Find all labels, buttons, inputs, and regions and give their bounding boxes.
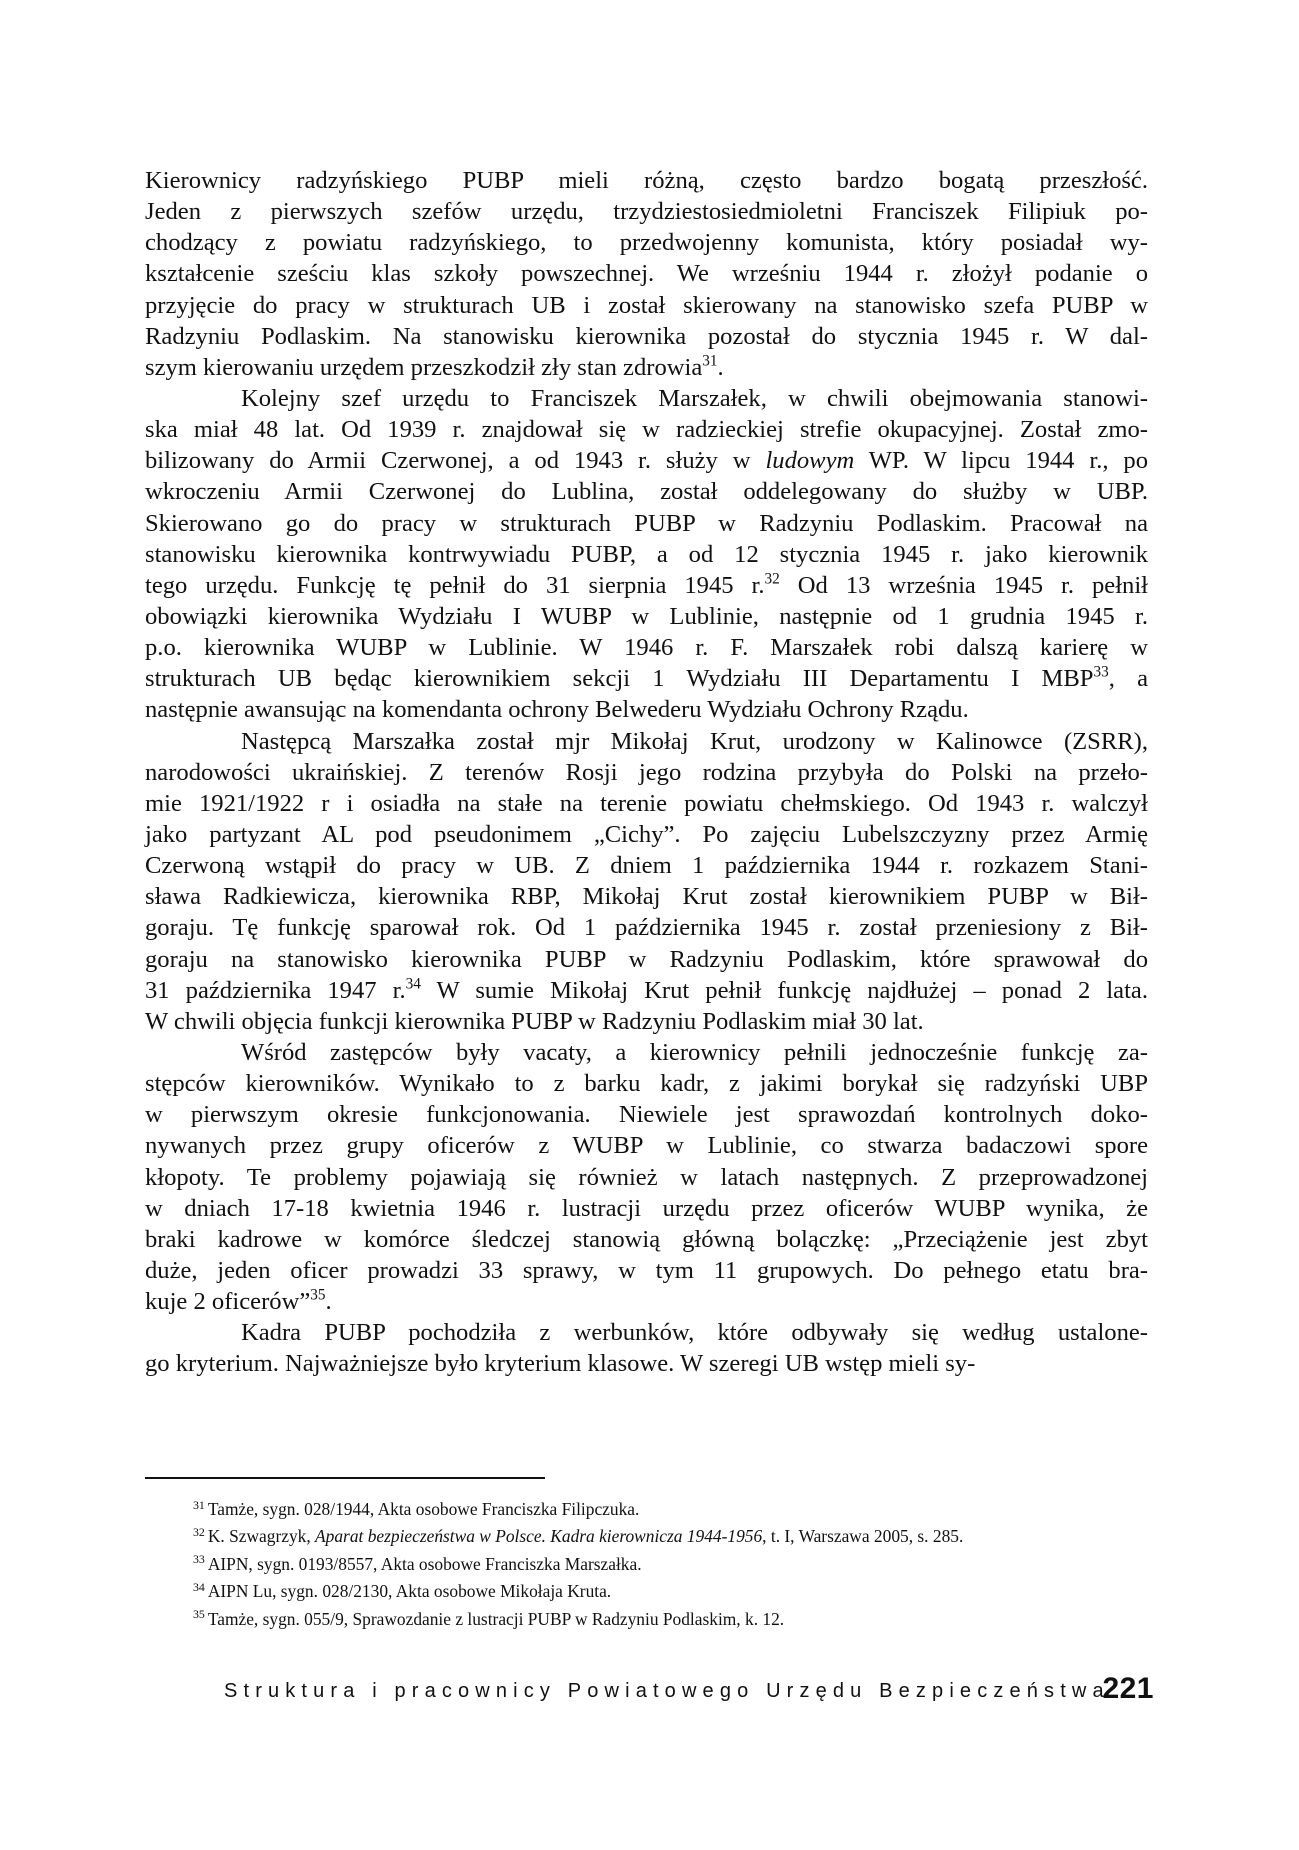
text-run: szym kierowaniu urzędem przeszkodził zły stan zdrowia (145, 353, 703, 381)
text-run: 31 października 1947 r. (145, 976, 406, 1004)
footnote-number: 35 (193, 1607, 205, 1622)
text-run: przyjęcie do pracy w strukturach UB i został skierowany na stanowisko szefa PUBP w (145, 291, 1148, 319)
text-line (145, 1255, 1148, 1286)
text-line (145, 601, 1148, 632)
text-run: Od 13 września 1945 r. pełnił (779, 571, 1148, 599)
footnote-reference: 34 (405, 975, 421, 993)
text-run: ska miał 48 lat. Od 1939 r. znajdował się w radzieckiej strefie okupacyjnej. Został zmo- (145, 416, 1148, 444)
footnote-reference: 32 (764, 570, 780, 588)
text-run: Radzyniu Podlaskim. Na stanowisku kierownika pozostał do stycznia 1945 r. W dal- (145, 322, 1148, 350)
text-line (145, 1162, 1148, 1193)
text-line (145, 196, 1148, 227)
text-run: strukturach UB będąc kierownikiem sekcji 1 Wydziału III Departamentu I MBP (145, 665, 1094, 693)
text-line (145, 258, 1148, 289)
text-line (145, 788, 1148, 819)
paragraph (145, 1037, 1148, 1317)
text-run: Skierowano go do pracy w strukturach PUBP w Radzyniu Podlaskim. Pracował na (145, 509, 1148, 537)
text-run: tego urzędu. Funkcję tę pełnił do 31 sierpnia 1945 r. (145, 571, 765, 599)
footnote (193, 1496, 1153, 1523)
text-line (145, 1348, 1148, 1379)
text-line (145, 321, 1148, 352)
text-line (145, 1130, 1148, 1161)
text-run: jako partyzant AL pod pseudonimem „Cichy”. Po zajęciu Lubelszczyzny przez Armię (145, 820, 1148, 848)
paragraph (145, 1317, 1148, 1379)
text-line (145, 850, 1148, 881)
footnotes (193, 1496, 1153, 1633)
text-run: stępców kierowników. Wynikało to z barku kadr, z jakimi borykał się radzyński UBP (145, 1070, 1148, 1098)
text-line (145, 1224, 1148, 1255)
text-line (145, 1286, 1148, 1317)
text-run: wkroczeniu Armii Czerwonej do Lublina, został oddelegowany do służby w UBP. (145, 478, 1148, 506)
footnote-reference: 35 (310, 1286, 326, 1304)
text-run: bilizowany do Armii Czerwonej, a od 1943 r. służy w (145, 447, 766, 475)
italic-text: ludowym (765, 447, 855, 475)
text-line (145, 445, 1148, 476)
text-run: duże, jeden oficer prowadzi 33 sprawy, w tym 11 grupowych. Do pełnego etatu bra- (145, 1256, 1148, 1284)
text-run: chodzący z powiatu radzyńskiego, to przedwojenny komunista, który posiadał wy- (145, 229, 1148, 257)
text-run: Następcą Marszałka został mjr Mikołaj Krut, urodzony w Kalinowce (ZSRR), (241, 727, 1148, 755)
text-run: AIPN Lu, sygn. 028/2130, Akta osobowe Mikołaja Kruta. (207, 1581, 612, 1602)
text-line (145, 1037, 1148, 1068)
text-line (145, 757, 1148, 788)
text-run: Czerwoną wstąpił do pracy w UB. Z dniem 1 października 1944 r. rozkazem Stani- (145, 852, 1148, 880)
text-run: goraju. Tę funkcję sparował rok. Od 1 października 1945 r. został przeniesiony z Bił- (145, 914, 1148, 942)
footnote-number: 31 (193, 1497, 205, 1512)
footnote-separator (145, 1477, 545, 1479)
text-run: W sumie Mikołaj Krut pełnił funkcję najdłużej – ponad 2 lata. (420, 976, 1148, 1004)
text-line (145, 944, 1148, 975)
text-run: WP. W lipcu 1944 r., po (854, 447, 1149, 475)
text-run: Wśród zastępców były vacaty, a kierownicy pełnili jednocześnie funkcję za- (241, 1038, 1148, 1066)
text-line (145, 975, 1148, 1006)
text-line (145, 632, 1148, 663)
text-line (145, 1193, 1148, 1224)
text-run: . (325, 1288, 332, 1316)
text-line (145, 726, 1148, 757)
text-run: następnie awansując na komendanta ochrony Belwederu Wydziału Ochrony Rządu. (145, 696, 969, 724)
footnote (193, 1523, 1153, 1550)
text-run: go kryterium. Najważniejsze było kryterium klasowe. W szeregi UB wstęp mieli sy- (145, 1350, 976, 1378)
text-run: Kolejny szef urzędu to Franciszek Marszałek, w chwili obejmowania stanowi- (241, 384, 1148, 412)
paragraph (145, 383, 1148, 726)
paragraph (145, 726, 1148, 1037)
text-line (145, 1317, 1148, 1348)
text-run: Kadra PUBP pochodziła z werbunków, które odbywały się według ustalone- (241, 1319, 1148, 1347)
text-run: K. Szwagrzyk, (207, 1526, 316, 1547)
text-run: . (717, 353, 724, 381)
text-line (145, 570, 1148, 601)
text-line (145, 227, 1148, 258)
text-line (145, 508, 1148, 539)
text-run: Kierownicy radzyńskiego PUBP mieli różną, często bardzo bogatą przeszłość. (145, 167, 1148, 194)
text-line (145, 414, 1148, 445)
text-run: narodowości ukraińskiej. Z terenów Rosji jego rodzina przybyła do Polski na przeło- (145, 758, 1148, 786)
text-run: goraju na stanowisko kierownika PUBP w Radzyniu Podlaskim, które sprawował do (145, 945, 1148, 973)
text-run: w dniach 17-18 kwietnia 1946 r. lustracji urzędu przez oficerów WUBP wynika, że (145, 1194, 1148, 1222)
footnote-reference: 33 (1093, 663, 1109, 681)
text-run: Tamże, sygn. 028/1944, Akta osobowe Franciszka Filipczuka. (207, 1499, 640, 1519)
text-run: , a (1108, 665, 1149, 693)
text-line (145, 1006, 1148, 1037)
text-run: w pierwszym okresie funkcjonowania. Niewiele jest sprawozdań kontrolnych doko- (145, 1101, 1148, 1129)
footnote (193, 1578, 1153, 1605)
page-number: 221 (1102, 1672, 1154, 1705)
text-line (145, 165, 1148, 196)
footnote (193, 1551, 1153, 1578)
footnote-number: 34 (193, 1579, 205, 1594)
footnote-number: 33 (193, 1552, 205, 1567)
footnote-reference: 31 (702, 352, 718, 370)
text-run: Jeden z pierwszych szefów urzędu, trzydziestosiedmioletni Franciszek Filipiuk po- (145, 198, 1148, 226)
text-line (145, 1099, 1148, 1130)
text-line (145, 476, 1148, 507)
text-run: kształcenie sześciu klas szkoły powszechnej. We wrześniu 1944 r. złożył podanie o (145, 260, 1148, 288)
paragraph (145, 165, 1148, 383)
text-run: kłopoty. Te problemy pojawiają się również w latach następnych. Z przeprowadzonej (145, 1163, 1148, 1191)
text-run: sława Radkiewicza, kierownika RBP, Mikołaj Krut został kierownikiem PUBP w Bił- (145, 883, 1148, 911)
text-line (145, 819, 1148, 850)
italic-text: Aparat bezpieczeństwa w Polsce. Kadra kierownicza 1944-1956 (315, 1526, 763, 1547)
footnote-number: 32 (193, 1524, 205, 1539)
footnote (193, 1606, 1153, 1633)
text-run: nywanych przez grupy oficerów z WUBP w Lublinie, co stwarza badaczowi spore (145, 1132, 1148, 1160)
text-run: obowiązki kierownika Wydziału I WUBP w Lublinie, następnie od 1 grudnia 1945 r. (145, 602, 1148, 630)
text-run: kuje 2 oficerów” (145, 1288, 311, 1316)
text-line (145, 352, 1148, 383)
text-line (145, 663, 1148, 694)
text-line (145, 290, 1148, 321)
text-line (145, 539, 1148, 570)
text-line (145, 881, 1148, 912)
text-run: stanowisku kierownika kontrwywiadu PUBP, a od 12 stycznia 1945 r. jako kierownik (145, 540, 1148, 568)
text-run: Tamże, sygn. 055/9, Sprawozdanie z lustracji PUBP w Radzyniu Podlaskim, k. 12. (207, 1608, 785, 1629)
page-footer (224, 1670, 1154, 1714)
text-run: W chwili objęcia funkcji kierownika PUBP w Radzyniu Podlaskim miał 30 lat. (145, 1007, 924, 1035)
body-text (145, 165, 1148, 1379)
text-run: , t. I, Warszawa 2005, s. 285. (762, 1526, 964, 1547)
text-line (145, 912, 1148, 943)
text-run: p.o. kierownika WUBP w Lublinie. W 1946 r. F. Marszałek robi dalszą karierę w (145, 634, 1148, 662)
text-line (145, 694, 1148, 725)
text-run: mie 1921/1922 r i osiadła na stałe na terenie powiatu chełmskiego. Od 1943 r. walczył (145, 789, 1148, 817)
running-title: Struktura i pracownicy Powiatowego Urzędu Bezpieczeństwa (224, 1680, 1110, 1702)
text-run: AIPN, sygn. 0193/8557, Akta osobowe Franciszka Marszałka. (207, 1553, 642, 1574)
text-line (145, 1068, 1148, 1099)
text-run: braki kadrowe w komórce śledczej stanowią główną bolączkę: „Przeciążenie jest zbyt (145, 1225, 1148, 1253)
text-line (145, 383, 1148, 414)
